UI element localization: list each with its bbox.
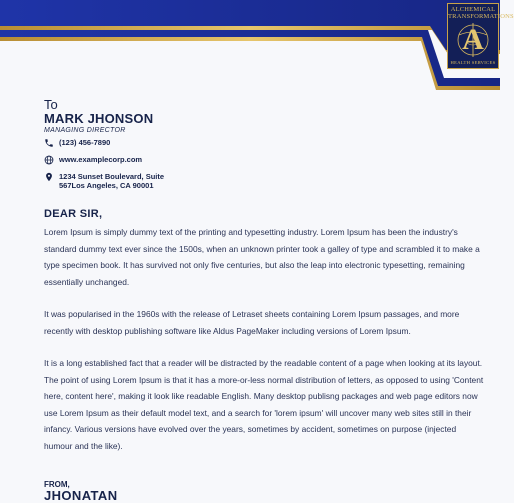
- from-label: FROM,: [44, 480, 70, 489]
- logo-emblem: [448, 21, 498, 59]
- recipient-block: [44, 98, 153, 134]
- body-paragraph-3: It is a long established fact that a reader will be distracted by the readable content of a page when looking at its layout. The point of using Lorem Ipsum is that it has a more-or-less normal distribution of letters, as opposed to using 'Content here, content here', making it look like readable English. Many desktop publisng packages and web page editors now use Lorem Ipsum as their default model text, and a search for 'lorem ipsum' will uncover many web sites still in their infancy. Various versions have evolved over the years, sometimes by accident, sometimes on purpose (injected humour and the like).: [44, 358, 484, 451]
- contact-phone-row: [44, 138, 244, 148]
- body-paragraph-1: Lorem Ipsum is simply dummy text of the printing and typesetting industry. Lorem Ipsum has been the industry's standard dummy text ever since the 1500s, when an unknown printer took a galley of type and scrambled it to make a type specimen book. It has survived not only five centuries, but also the leap into electronic typesetting, remaining essentially unchanged.: [44, 227, 480, 287]
- contact-details: [44, 138, 244, 197]
- logo-top-text: ALCHEMICAL TRANSFORMATIONS: [448, 6, 514, 20]
- recipient-title: MANAGING DIRECTOR: [44, 127, 126, 134]
- contact-address-row: [44, 172, 244, 190]
- logo-letter: A: [462, 23, 484, 56]
- postal-address: 1234 Sunset Boulevard, Suite 567Los Angeles, CA 90001: [59, 172, 165, 190]
- company-logo: [447, 3, 514, 69]
- sender-name: JHONATAN: [44, 488, 118, 503]
- body-paragraph-2: It was popularised in the 1960s with the release of Letraset sheets containing Lorem Ipsum passages, and more recently with desktop publishing software like Aldus PageMaker including versions of Lorem Ipsum.: [44, 309, 460, 336]
- letter-body: [44, 224, 484, 470]
- recipient-name: MARK JHONSON: [44, 111, 154, 126]
- to-label: To: [44, 97, 58, 112]
- header-wave-graphic: [0, 0, 514, 90]
- phone-icon: [44, 138, 54, 148]
- phone-number: (123) 456-7890: [59, 138, 111, 147]
- letterhead-header-band: [0, 0, 514, 90]
- letter-closing: [44, 480, 118, 503]
- contact-website-row: [44, 155, 244, 165]
- letter-salutation: DEAR SIR,: [44, 208, 103, 220]
- location-pin-icon: [44, 172, 54, 182]
- globe-icon: [44, 155, 54, 165]
- logo-bottom-text: HEALTH SERVICES: [450, 60, 496, 65]
- website-link[interactable]: www.examplecorp.com: [59, 155, 143, 164]
